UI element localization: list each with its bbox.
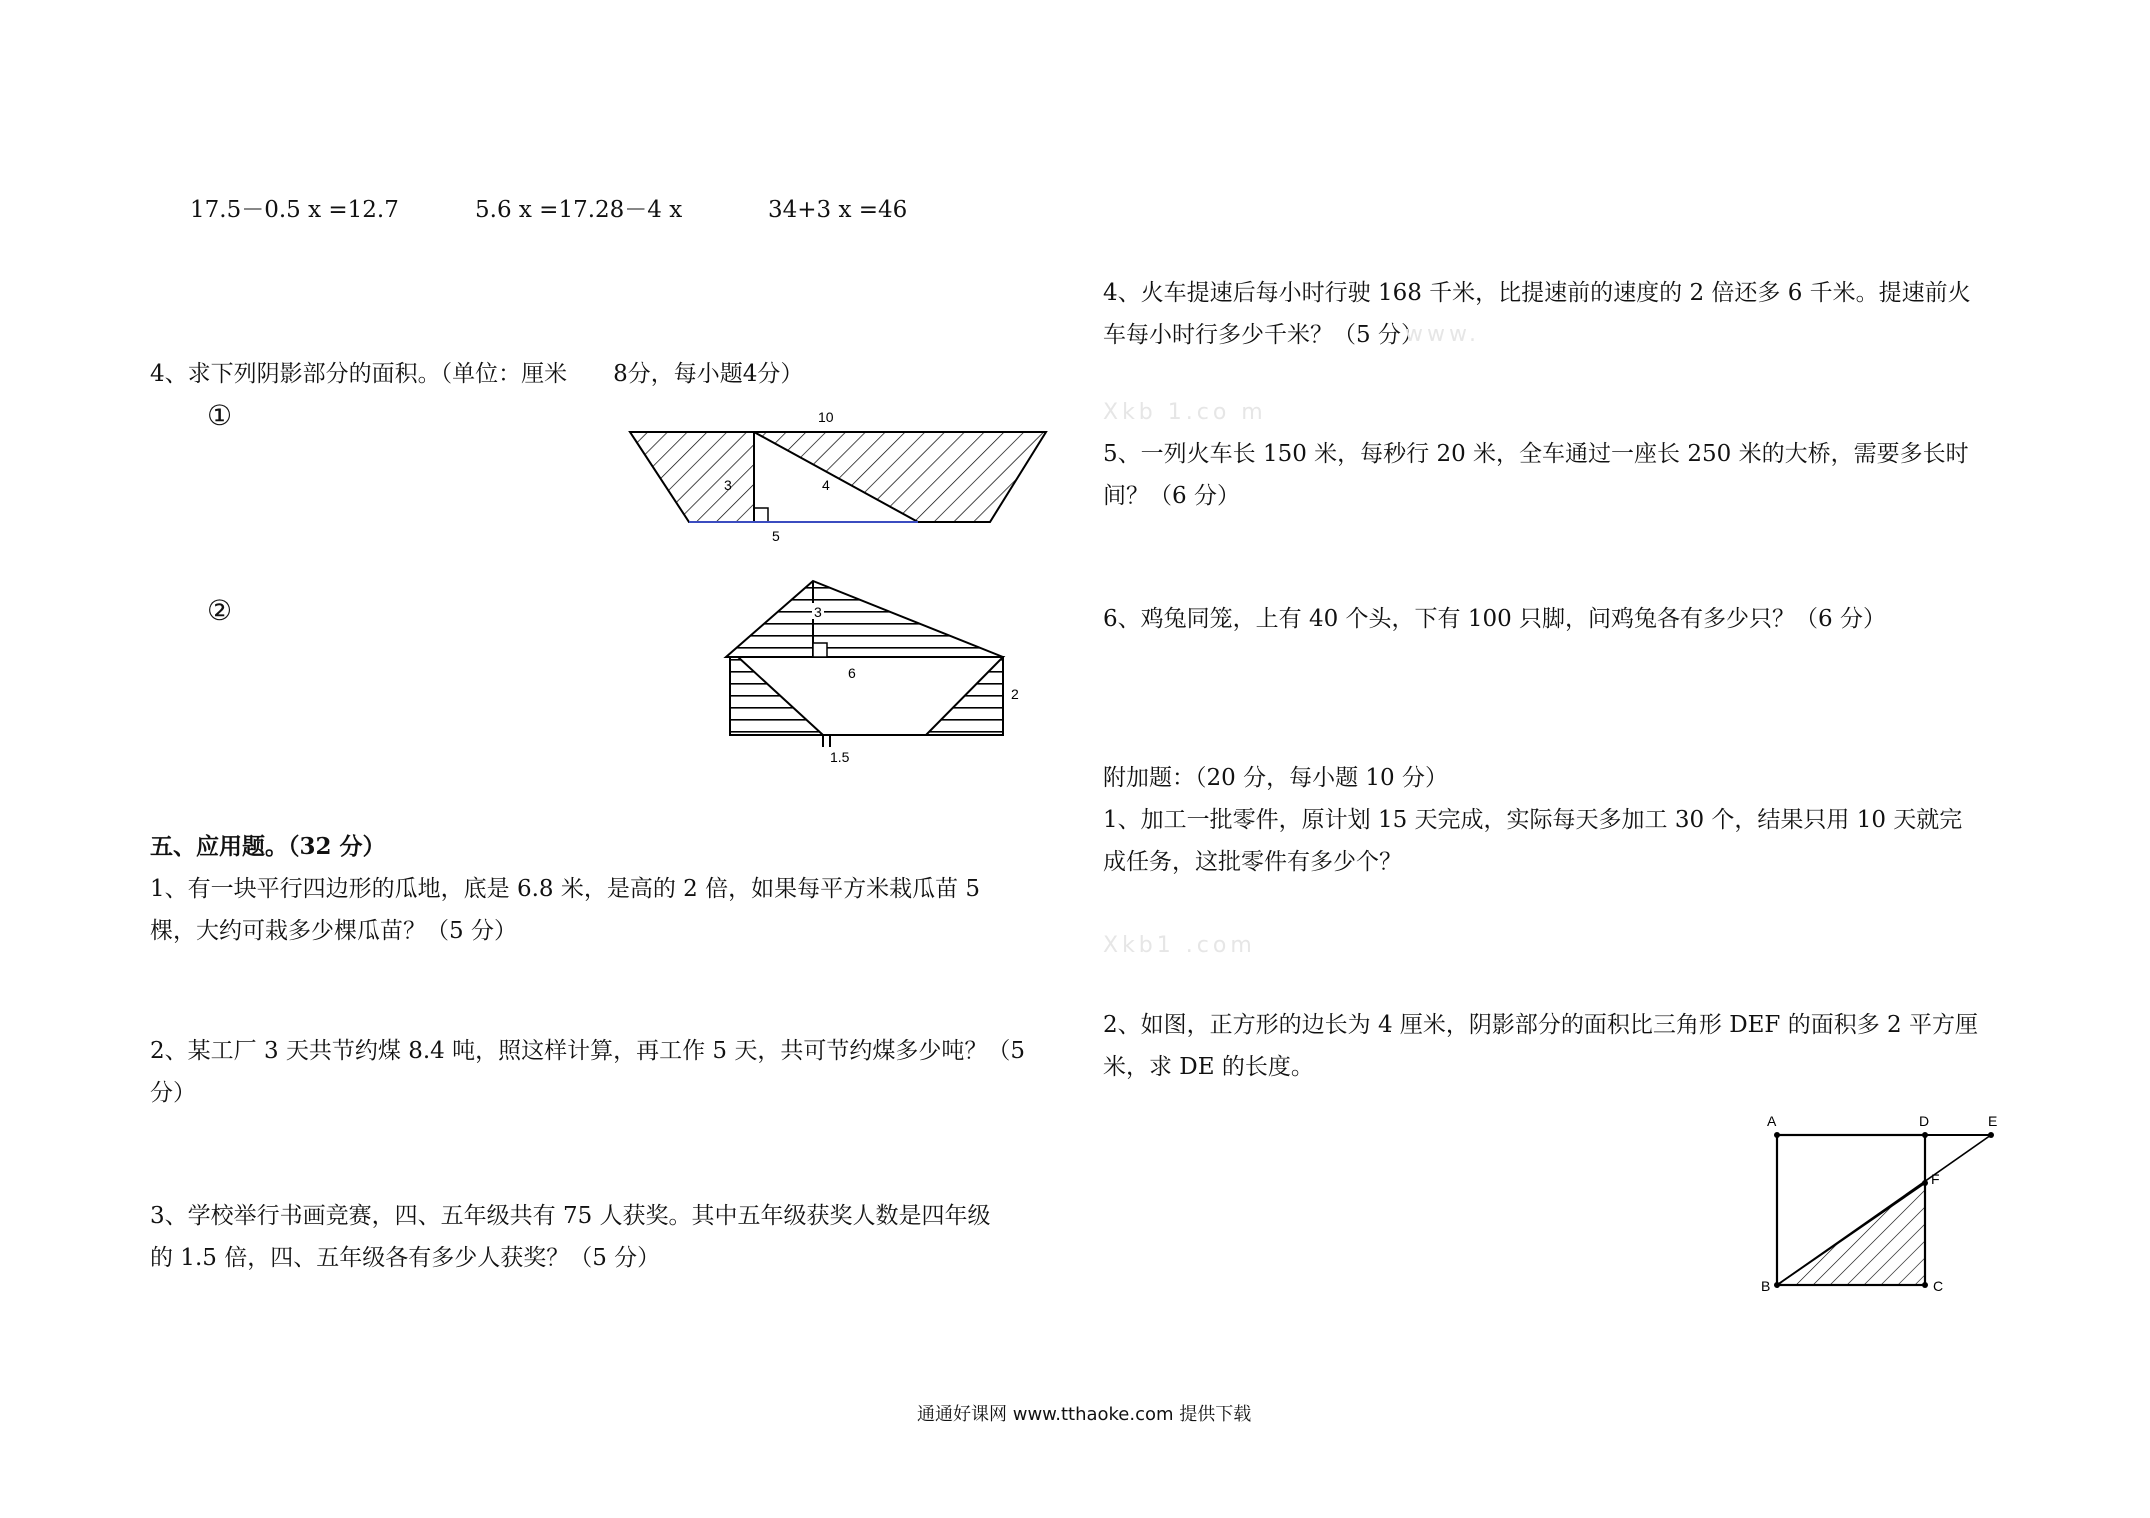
q2-line1: 2、某工厂 3 天共节约煤 8.4 吨，照这样计算，再工作 5 天，共可节约煤多少吨？（5 [150, 1038, 1025, 1064]
hatched-right-region [754, 432, 1046, 522]
section5-heading: 五、应用题。（32 分） [150, 833, 386, 860]
label-B: B [1761, 1278, 1771, 1294]
fig1-label-base: 5 [772, 528, 780, 544]
right-angle-mark [754, 508, 768, 522]
rq5-line2: 间？（6 分） [1103, 483, 1240, 509]
equation-1: 17.5－0.5 x =12.7 [190, 197, 399, 223]
figure2-composite [720, 575, 1040, 765]
fig2-label-side: 2 [1011, 686, 1019, 702]
watermark-2: Xkb 1.co m [1103, 400, 1267, 425]
figure2-marker: ② [207, 594, 233, 627]
bonus2-line1: 2、如图，正方形的边长为 4 厘米，阴影部分的面积比三角形 DEF 的面积多 2 平方厘 [1103, 1012, 1978, 1038]
label-C: C [1933, 1278, 1944, 1294]
label-F: F [1931, 1171, 1940, 1187]
bonus1-line2: 成任务，这批零件有多少个？ [1103, 849, 1402, 875]
q1-line1: 1、有一块平行四边形的瓜地，底是 6.8 米，是高的 2 倍，如果每平方米栽瓜苗 5 [150, 876, 981, 902]
q3-line2: 的 1.5 倍，四、五年级各有多少人获奖？（5 分） [150, 1245, 661, 1271]
watermark-3: Xkb1 .com [1103, 933, 1256, 958]
bonus-heading: 附加题：（20 分，每小题 10 分） [1103, 765, 1448, 791]
label-D: D [1919, 1113, 1930, 1129]
label-E: E [1988, 1113, 1998, 1129]
equation-3: 34+3 x =46 [768, 197, 908, 223]
fig1-label-height: 3 [724, 477, 732, 493]
watermark-1: www. [1405, 322, 1480, 347]
bonus1-line1: 1、加工一批零件，原计划 15 天完成，实际每天多加工 30 个，结果只用 10 天就完 [1103, 807, 1963, 833]
fig2-label-height: 3 [814, 604, 822, 620]
bonus2-line2: 米，求 DE 的长度。 [1103, 1054, 1314, 1080]
q1-line2: 棵，大约可栽多少棵瓜苗？（5 分） [150, 918, 517, 944]
label-A: A [1767, 1113, 1777, 1129]
fig2-label-bottom: 1.5 [830, 749, 850, 765]
hatched-top-triangle [726, 581, 1003, 657]
hatched-left-region [630, 432, 754, 522]
rq4-line1: 4、火车提速后每小时行驶 168 千米，比提速前的速度的 2 倍还多 6 千米。提速前火 [1103, 280, 1971, 306]
rq6: 6、鸡兔同笼，上有 40 个头，下有 100 只脚，问鸡兔各有多少只？（6 分） [1103, 606, 1886, 632]
figure1-marker: ① [207, 399, 233, 432]
q3-line1: 3、学校举行书画竞赛，四、五年级共有 75 人获奖。其中五年级获奖人数是四年级 [150, 1203, 991, 1229]
q2-line2: 分） [150, 1080, 196, 1106]
fig1-label-hyp: 4 [822, 477, 830, 493]
equation-2: 5.6 x =17.28－4 x [475, 197, 683, 223]
rq5-line1: 5、一列火车长 150 米，每秒行 20 米，全车通过一座长 250 米的大桥，需要多长时 [1103, 441, 1969, 467]
fig1-label-top: 10 [818, 409, 834, 425]
fig2-label-width: 6 [848, 665, 856, 681]
rq4-line2: 车每小时行多少千米？（5 分） [1103, 322, 1424, 348]
figure1-trapezoid [600, 400, 1080, 544]
footer-source: 通通好课网 www.tthaoke.com 提供下载 [917, 1404, 1252, 1425]
section4-heading: 4、求下列阴影部分的面积。（单位：厘米 8分，每小题4分） [150, 361, 804, 387]
figure-square-abcd [1755, 1105, 2015, 1295]
